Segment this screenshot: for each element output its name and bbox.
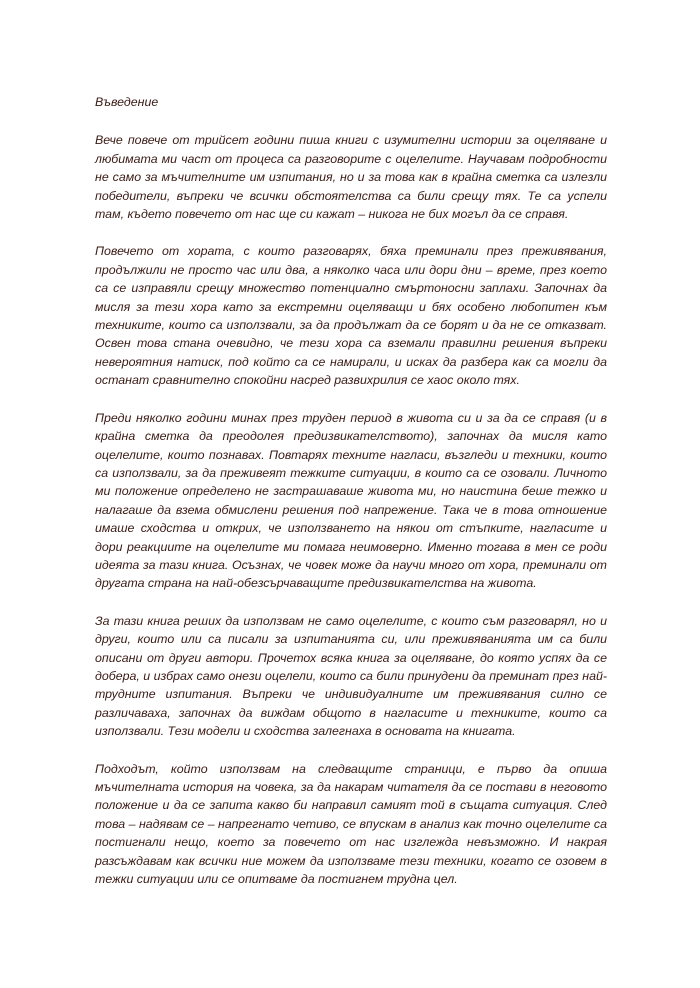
section-heading: Въведение (95, 95, 159, 109)
paragraph-2: Повечето от хората, с които разговарях, бяха преминали през преживявания, продължили не просто час или два, а няколко часа или дори дни – време, през което са се изправяли срещу множество потенциално смъртоносни заплахи. Започнах да мисля за тези хора като за екстремни оцеляващи и бях особено любопитен към техниките, които са използвали, за да продължат да се борят и да не се отказват. Освен това стана очевидно, че тези хора са вземали правилни решения въпреки невероятния натиск, под който са се намирали, и исках да разбера как са могли да останат сравнително спокойни насред развихрилия се хаос около тях. (95, 244, 607, 388)
paragraph-3: Преди няколко години минах през труден период в живота си и за да се справя (и в крайна сметка да преодолея предизвикателството), започнах да мисля като оцелелите, които познавах. Повтарях техните нагласи, възгледи и техники, които са използвали, за да преживеят тежките ситуации, в които са се озовали. Личното ми положение определено не застрашаваше живота ми, но наистина беше тежко и налагаше да взема обмислени решения под напрежение. Така че в това отношение имаше сходства и открих, че използването на някои от стъпките, нагласите и дори реакциите на оцелелите ми помага неимоверно. Именно тогава в мен се роди идеята за тази книга. Осъзнах, че човек може да научи много от хора, преминали от другата страна на най-обезсърчаващите предизвикателства на живота. (95, 410, 607, 591)
paragraph-1: Вече повече от трийсет години пиша книги с изумителни истории за оцеляване и любимата ми част от процеса са разговорите с оцелелите. Научавам подробности не само за мъчителните им изпитания, но и за това как в крайна сметка са излезли победители, въпреки че всички обстоятелства са били срещу тях. Те са успели там, където повечето от нас ще си кажат – никога не бих могъл да се справя. (95, 133, 607, 222)
paragraph-5: Подходът, който използвам на следващите страници, е първо да опиша мъчителната история на човека, за да накарам читателя да се постави в неговото положение и да се запита какво би направил самият той в същата ситуация. След това – надявам се – напрегнато четиво, се впускам в анализ как точно оцелелите са постигнали нещо, което за повечето от нас изглежда невъзможно. И накрая разсъждавам как всички ние можем да използваме тези техники, когато се озовем в тежки ситуации или се опитваме да постигнем трудна цел. (95, 761, 607, 887)
paragraph-4: За тази книга реших да използвам не само оцелелите, с които съм разговарял, но и други, които или са писали за изпитанията си, или преживяванията им са били описани от други автори. Прочетох всяка книга за оцеляване, до която успях да се добера, и избрах само онези оцелели, които са били принудени да преминат през най-трудните изпитания. Въпреки че индивидуалните им преживявания силно се различаваха, започнах да виждам общото в нагласите и техниките, които са използвали. Тези модели и сходства залегнаха в основата на книгата. (95, 613, 607, 739)
document-body (95, 93, 607, 907)
